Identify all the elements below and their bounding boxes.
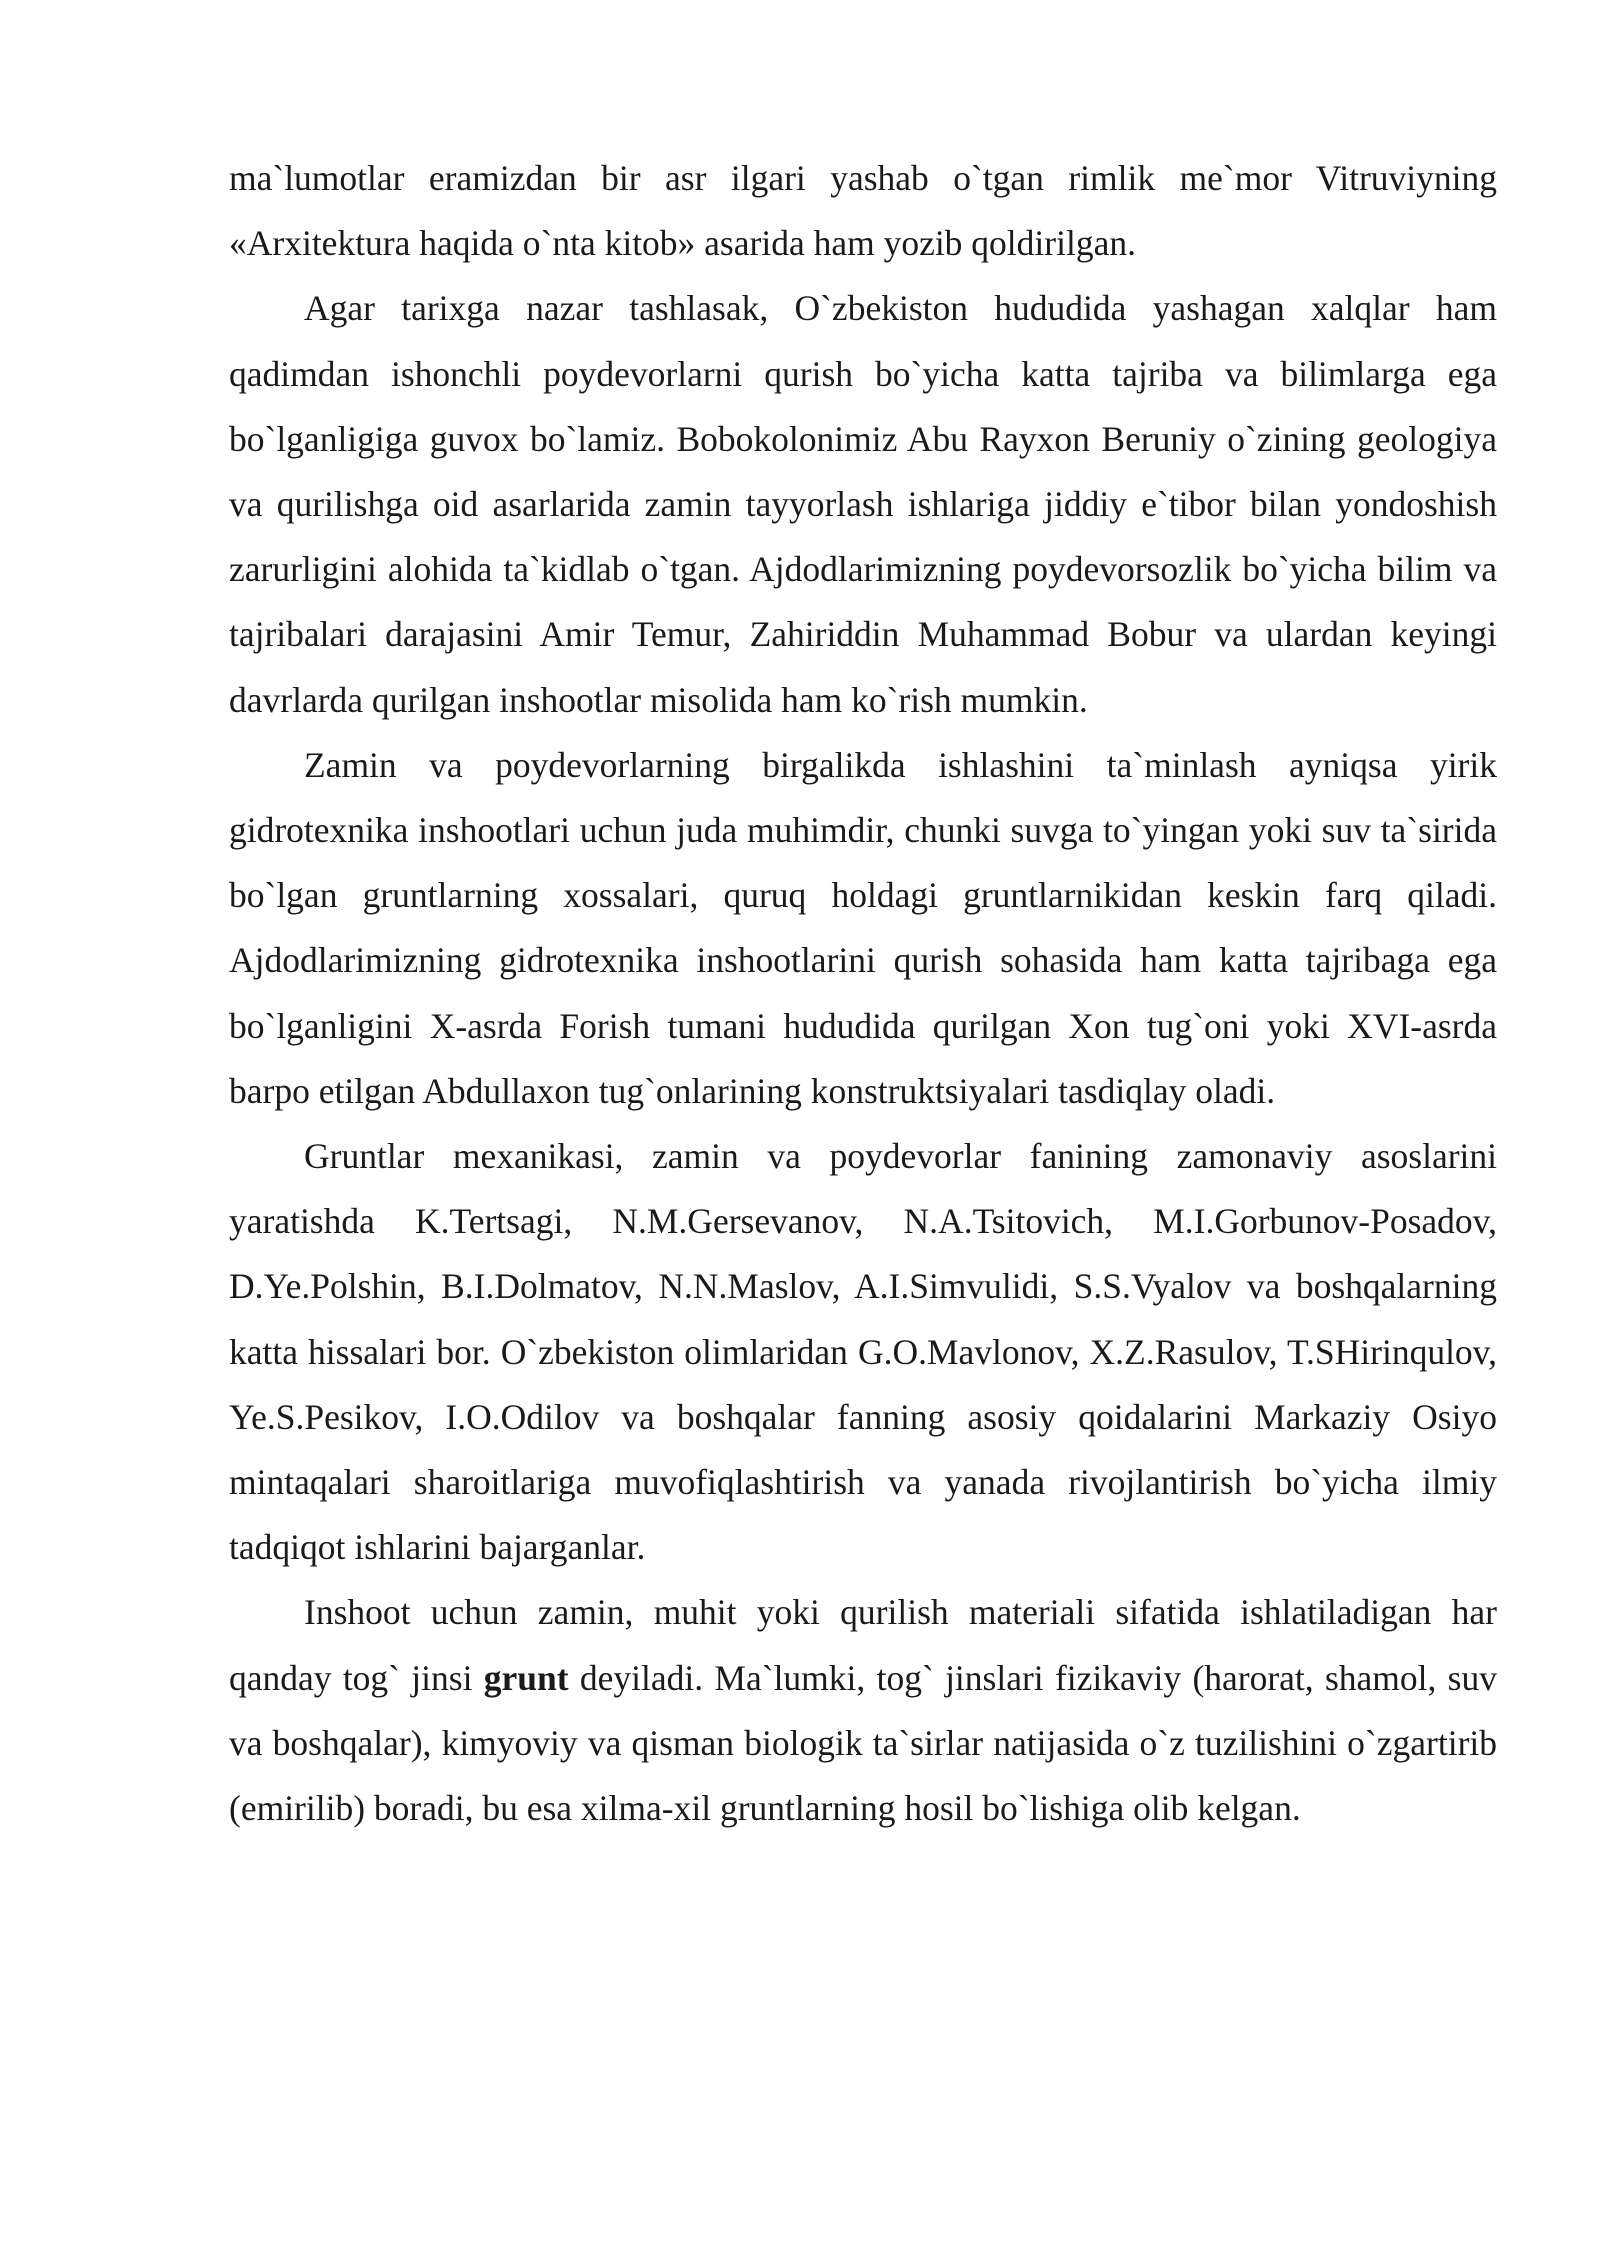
paragraph-vitruvius-continuation: ma`lumotlar eramizdan bir asr ilgari yashab o`tgan rimlik me`mor Vitruviyning «Arxitektura haqida o`nta kitob» asarida ham yozib qoldirilgan.	[229, 158, 1497, 264]
paragraph-grunt-definition	[229, 1580, 1497, 1841]
paragraph-soil-mechanics-scientists: Gruntlar mexanikasi, zamin va poydevorlar fanining zamonaviy asoslarini yaratishda K.Tertsagi, N.M.Gersevanov, N.A.Tsitovich, M.I.Gorbunov-Posadov, D.Ye.Polshin, B.I.Dolmatov, N.N.Maslov, A.I.Simvulidi, S.S.Vyalov va boshqalarning katta hissalari bor. O`zbekiston olimlaridan G.O.Mavlonov, X.Z.Rasulov, T.SHirinqulov, Ye.S.Pesikov, I.O.Odilov va boshqalar fanning asosiy qoidalarini Markaziy Osiyo mintaqalari sharoitlariga muvofiqlashtirish va yanada rivojlantirish bo`yicha ilmiy tadqiqot ishlarini bajarganlar.	[229, 1136, 1497, 1568]
paragraph-uzbek-foundation-history: Agar tarixga nazar tashlasak, O`zbekiston hududida yashagan xalqlar ham qadimdan ishonchli poydevorlarni qurish bo`yicha katta tajriba va bilimlarga ega bo`lganligiga guvox bo`lamiz. Bobokolonimiz Abu Rayxon Beruniy o`zining geologiya va qurilishga oid asarlarida zamin tayyorlash ishlariga jiddiy e`tibor bilan yondoshish zarurligini alohida ta`kidlab o`tgan. Ajdodlarimizning poydevorsozlik bo`yicha bilim va tajribalari darajasini Amir Temur, Zahiriddin Muhammad Bobur va ulardan keyingi davrlarda qurilgan inshootlar misolida ham ko`rish mumkin.	[229, 288, 1497, 720]
grunt-definition-lead: Inshoot uchun zamin, muhit yoki qurilish materiali sifatida ishlatiladigan har qanday tog` jinsi	[229, 1592, 1497, 1698]
document-page	[229, 146, 1497, 1841]
paragraph-hydraulic-structures: Zamin va poydevorlarning birgalikda ishlashini ta`minlash ayniqsa yirik gidrotexnika inshootlari uchun juda muhimdir, chunki suvga to`yingan yoki suv ta`sirida bo`lgan gruntlarning xossalari, quruq holdagi gruntlarnikidan keskin farq qiladi. Ajdodlarimizning gidrotexnika inshootlarini qurish sohasida ham katta tajribaga ega bo`lganligini X-asrda Forish tumani hududida qurilgan Xon tug`oni yoki XVI-asrda barpo etilgan Abdullaxon tug`onlarining konstruktsiyalari tasdiqlay oladi.	[229, 744, 1497, 1111]
term-grunt: grunt	[483, 1657, 569, 1698]
grunt-definition-rest: deyiladi. Ma`lumki, tog` jinslari fizikaviy (harorat, shamol, suv va boshqalar), kimyoviy va qisman biologik ta`sirlar natijasida o`z tuzilishini o`zgartirib (emirilib) boradi, bu esa xilma-xil gruntlarning hosil bo`lishiga olib kelgan.	[229, 1657, 1497, 1829]
